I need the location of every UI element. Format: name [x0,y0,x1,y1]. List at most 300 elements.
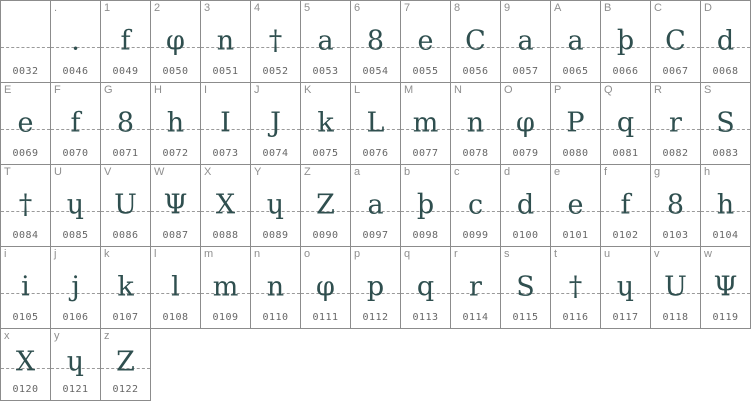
cell-code: 0090 [312,230,339,241]
cell-label: f [604,166,608,178]
cell-code: 0106 [62,312,89,323]
char-cell-0117 [601,247,651,329]
cell-code: 0122 [112,384,139,395]
baseline-dashes [401,293,450,294]
baseline-dashes [451,293,500,294]
char-cell-0053 [301,1,351,83]
char-cell-0055 [401,1,451,83]
cell-glyph-char: Ψ [163,189,188,221]
cell-glyph-char: l [171,271,180,303]
char-row [1,247,751,329]
cell-glyph-char: m [412,107,439,139]
cell-label: 6 [354,2,361,14]
char-cell-0116 [551,247,601,329]
baseline-dashes [551,293,600,294]
cell-code: 0054 [362,66,389,77]
cell-glyph [1,247,50,303]
cell-label: V [104,166,112,178]
cell-glyph-char: i [21,271,30,303]
char-cell-0121 [51,329,101,401]
cell-code: 0065 [562,66,589,77]
cell-label: . [54,2,58,14]
cell-code: 0114 [462,312,489,323]
char-cell-0102 [601,165,651,247]
baseline-dashes [251,129,300,130]
cell-glyph-char: U [114,189,137,221]
cell-glyph-char: k [117,271,134,303]
char-row [1,165,751,247]
cell-code: 0111 [312,312,339,323]
cell-glyph-char: q [616,107,635,139]
baseline-dashes [501,129,550,130]
cell-label: i [4,248,7,260]
cell-glyph [551,247,600,303]
cell-label: 2 [154,2,161,14]
char-cell-0069 [1,83,51,165]
cell-glyph-char: p [366,271,385,303]
cell-glyph-char: q [416,271,435,303]
baseline-dashes [101,129,150,130]
cell-glyph-char: ɥ [266,189,285,221]
baseline-dashes [101,47,150,48]
cell-glyph-char: † [18,189,33,221]
cell-label: z [104,330,110,342]
baseline-dashes [251,293,300,294]
baseline-dashes [51,211,100,212]
baseline-dashes [51,129,100,130]
baseline-dashes [101,368,150,369]
cell-glyph [51,1,100,57]
cell-code: 0071 [112,148,139,159]
cell-label: d [504,166,511,178]
cell-glyph-char: ɥ [616,271,635,303]
cell-code: 0117 [612,312,639,323]
cell-label: B [604,2,612,14]
cell-code: 0097 [362,230,389,241]
cell-code: 0086 [112,230,139,241]
cell-glyph-char: f [70,107,81,139]
baseline-dashes [301,293,350,294]
cell-label: c [454,166,460,178]
char-cell-0057 [501,1,551,83]
cell-label: m [204,248,214,260]
char-cell-0097 [351,165,401,247]
cell-code: 0066 [612,66,639,77]
cell-label: T [4,166,11,178]
cell-code: 0113 [412,312,439,323]
cell-glyph-char: r [669,107,682,139]
char-cell-0084 [1,165,51,247]
cell-glyph-char: c [467,189,484,221]
cell-glyph-char: d [716,25,735,57]
cell-glyph-char: S [516,271,535,303]
char-cell-0076 [351,83,401,165]
cell-label: U [54,166,62,178]
cell-code: 0032 [12,66,39,77]
char-cell-0050 [151,1,201,83]
cell-label: D [704,2,712,14]
baseline-dashes [451,211,500,212]
char-cell-0099 [451,165,501,247]
cell-code: 0119 [712,312,739,323]
cell-label: 4 [254,2,261,14]
char-cell-0118 [651,247,701,329]
cell-code: 0118 [662,312,689,323]
char-cell-0113 [401,247,451,329]
baseline-dashes [301,129,350,130]
baseline-dashes [601,293,650,294]
cell-glyph-char: † [568,271,583,303]
cell-glyph-char: P [566,107,585,139]
cell-label: L [354,84,361,96]
cell-label: q [404,248,411,260]
baseline-dashes [551,129,600,130]
char-cell-0032 [1,1,51,83]
char-cell-0098 [401,165,451,247]
cell-glyph-char: ɥ [66,189,85,221]
cell-label: t [554,248,558,260]
baseline-dashes [201,293,250,294]
char-cell-0082 [651,83,701,165]
cell-code: 0101 [562,230,589,241]
char-cell-0049 [101,1,151,83]
char-cell-0086 [101,165,151,247]
cell-glyph-char: φ [516,107,535,139]
cell-label: Z [304,166,311,178]
char-cell-0081 [601,83,651,165]
char-cell-0100 [501,165,551,247]
cell-glyph-char: a [367,189,384,221]
cell-label: Y [254,166,262,178]
cell-glyph-char: Z [316,189,335,221]
char-cell-0073 [201,83,251,165]
cell-label: Q [604,84,613,96]
baseline-dashes [651,129,700,130]
cell-label: w [704,248,712,260]
baseline-dashes [601,129,650,130]
baseline-dashes [701,47,750,48]
cell-glyph [1,1,50,48]
cell-code: 0056 [462,66,489,77]
cell-label: A [554,2,562,14]
cell-glyph-char: Ψ [713,271,738,303]
cell-glyph-char: a [567,25,584,57]
cell-code: 0120 [12,384,39,395]
baseline-dashes [551,211,600,212]
cell-label: v [654,248,660,260]
cell-glyph-char: † [268,25,283,57]
baseline-dashes [151,211,200,212]
baseline-dashes [201,211,250,212]
char-cell-0078 [451,83,501,165]
baseline-dashes [301,47,350,48]
cell-label: H [154,84,162,96]
cell-code: 0104 [712,230,739,241]
cell-glyph-char: S [716,107,735,139]
cell-glyph-char: þ [416,189,435,221]
cell-code: 0070 [62,148,89,159]
char-cell-0107 [101,247,151,329]
cell-code: 0089 [262,230,289,241]
cell-label: O [504,84,513,96]
baseline-dashes [251,211,300,212]
char-cell-0068 [701,1,751,83]
cell-label: N [454,84,462,96]
baseline-dashes [301,211,350,212]
cell-label: X [204,166,212,178]
cell-code: 0078 [462,148,489,159]
char-cell-0115 [501,247,551,329]
cell-glyph-char: X [215,189,236,221]
cell-label: C [654,2,662,14]
cell-code: 0073 [212,148,239,159]
char-cell-0119 [701,247,751,329]
cell-label: b [404,166,411,178]
cell-code: 0087 [162,230,189,241]
baseline-dashes [451,129,500,130]
cell-label: F [54,84,61,96]
cell-glyph [151,247,200,303]
cell-label: k [104,248,110,260]
cell-label: s [504,248,510,260]
cell-label: 8 [454,2,461,14]
cell-code: 0081 [612,148,639,159]
baseline-dashes [51,293,100,294]
cell-glyph [601,165,650,221]
baseline-dashes [51,47,100,48]
baseline-dashes [201,47,250,48]
cell-code: 0107 [112,312,139,323]
cell-code: 0108 [162,312,189,323]
char-cell-0054 [351,1,401,83]
cell-code: 0083 [712,148,739,159]
char-cell-0108 [151,247,201,329]
char-cell-0106 [51,247,101,329]
cell-code: 0102 [612,230,639,241]
baseline-dashes [701,211,750,212]
cell-code: 0068 [712,66,739,77]
char-row [1,329,751,401]
cell-label: p [354,248,361,260]
baseline-dashes [651,293,700,294]
char-cell-0103 [651,165,701,247]
char-cell-0110 [251,247,301,329]
baseline-dashes [351,293,400,294]
cell-code: 0076 [362,148,389,159]
char-cell-0074 [251,83,301,165]
cell-label: r [454,248,458,260]
cell-glyph-char: . [71,25,80,57]
char-cell-0079 [501,83,551,165]
cell-glyph-char: U [664,271,687,303]
cell-glyph-char: 8 [366,25,385,57]
cell-label: 9 [504,2,511,14]
cell-glyph-char: e [17,107,34,139]
cell-label: j [54,248,57,260]
cell-label: o [304,248,311,260]
baseline-dashes [101,293,150,294]
cell-glyph-char: φ [316,271,335,303]
baseline-dashes [401,47,450,48]
baseline-dashes [501,47,550,48]
cell-label: a [354,166,361,178]
baseline-dashes [451,47,500,48]
baseline-dashes [551,47,600,48]
cell-glyph-char: L [366,107,385,139]
cell-label: n [254,248,261,260]
char-row [1,1,751,83]
cell-code: 0050 [162,66,189,77]
cell-code: 0110 [262,312,289,323]
cell-label: P [554,84,562,96]
char-cell-0075 [301,83,351,165]
char-cell-0114 [451,247,501,329]
cell-code: 0074 [262,148,289,159]
cell-glyph-char: 8 [116,107,135,139]
cell-glyph [451,247,500,303]
cell-code: 0105 [12,312,39,323]
cell-code: 0112 [362,312,389,323]
cell-glyph-char: C [665,25,686,57]
cell-code: 0072 [162,148,189,159]
baseline-dashes [1,293,50,294]
cell-code: 0088 [212,230,239,241]
cell-glyph-char: n [466,107,485,139]
char-cell-0105 [1,247,51,329]
cell-glyph-char: f [620,189,631,221]
cell-code: 0115 [512,312,539,323]
cell-code: 0084 [12,230,39,241]
cell-code: 0085 [62,230,89,241]
char-cell-0088 [201,165,251,247]
baseline-dashes [651,47,700,48]
cell-label: u [604,248,611,260]
cell-label: S [704,84,712,96]
baseline-dashes [51,368,100,369]
char-cell-0101 [551,165,601,247]
cell-code: 0080 [562,148,589,159]
cell-glyph-char: j [71,271,80,303]
cell-label: W [154,166,165,178]
cell-label: G [104,84,113,96]
cell-glyph-char: r [469,271,482,303]
cell-code: 0100 [512,230,539,241]
cell-glyph-char: h [716,189,735,221]
cell-label: I [204,84,208,96]
cell-code: 0116 [562,312,589,323]
cell-code: 0051 [212,66,239,77]
char-cell-0085 [51,165,101,247]
char-cell-0120 [1,329,51,401]
cell-label: E [4,84,12,96]
cell-glyph-char: n [216,25,235,57]
char-cell-0122 [101,329,151,401]
cell-glyph-char: I [220,107,231,139]
cell-glyph-char: h [166,107,185,139]
cell-code: 0077 [412,148,439,159]
cell-glyph-char: d [516,189,535,221]
cell-code: 0052 [262,66,289,77]
baseline-dashes [401,211,450,212]
cell-code: 0075 [312,148,339,159]
cell-label: h [704,166,711,178]
cell-glyph-char: a [317,25,334,57]
baseline-dashes [251,47,300,48]
cell-label: 3 [204,2,211,14]
char-cell-0056 [451,1,501,83]
baseline-dashes [351,47,400,48]
cell-label: M [404,84,414,96]
cell-label: x [4,330,10,342]
char-cell-0065 [551,1,601,83]
cell-code: 0057 [512,66,539,77]
cell-code: 0046 [62,66,89,77]
char-cell-0046 [51,1,101,83]
char-cell-0112 [351,247,401,329]
cell-label: 1 [104,2,111,14]
char-cell-0111 [301,247,351,329]
cell-code: 0053 [312,66,339,77]
baseline-dashes [151,129,200,130]
cell-code: 0098 [412,230,439,241]
char-cell-0080 [551,83,601,165]
baseline-dashes [601,211,650,212]
cell-code: 0103 [662,230,689,241]
cell-code: 0109 [212,312,239,323]
baseline-dashes [701,293,750,294]
baseline-dashes [1,368,50,369]
cell-glyph-char: Z [116,346,135,378]
cell-glyph-char: ɥ [66,346,85,378]
baseline-dashes [1,211,50,212]
cell-glyph-char: a [517,25,534,57]
cell-code: 0079 [512,148,539,159]
cell-label: y [54,330,60,342]
baseline-dashes [1,47,50,48]
char-cell-0052 [251,1,301,83]
char-cell-0066 [601,1,651,83]
cell-code: 0055 [412,66,439,77]
baseline-dashes [701,129,750,130]
cell-glyph-char: m [212,271,239,303]
cell-glyph [51,247,100,303]
cell-glyph-char: k [317,107,334,139]
char-cell-0089 [251,165,301,247]
cell-code: 0069 [12,148,39,159]
cell-label: R [654,84,662,96]
cell-label: K [304,84,312,96]
char-cell-0090 [301,165,351,247]
cell-code: 0049 [112,66,139,77]
cell-code: 0121 [62,384,89,395]
cell-glyph-char: e [567,189,584,221]
cell-glyph-char: n [266,271,285,303]
char-cell-0051 [201,1,251,83]
baseline-dashes [151,293,200,294]
char-cell-0071 [101,83,151,165]
baseline-dashes [501,211,550,212]
cell-glyph-char: J [270,107,281,139]
baseline-dashes [101,211,150,212]
baseline-dashes [601,47,650,48]
cell-label: J [254,84,260,96]
cell-code: 0099 [462,230,489,241]
baseline-dashes [501,293,550,294]
cell-label: l [154,248,157,260]
baseline-dashes [351,129,400,130]
cell-glyph-char: X [15,346,36,378]
baseline-dashes [651,211,700,212]
